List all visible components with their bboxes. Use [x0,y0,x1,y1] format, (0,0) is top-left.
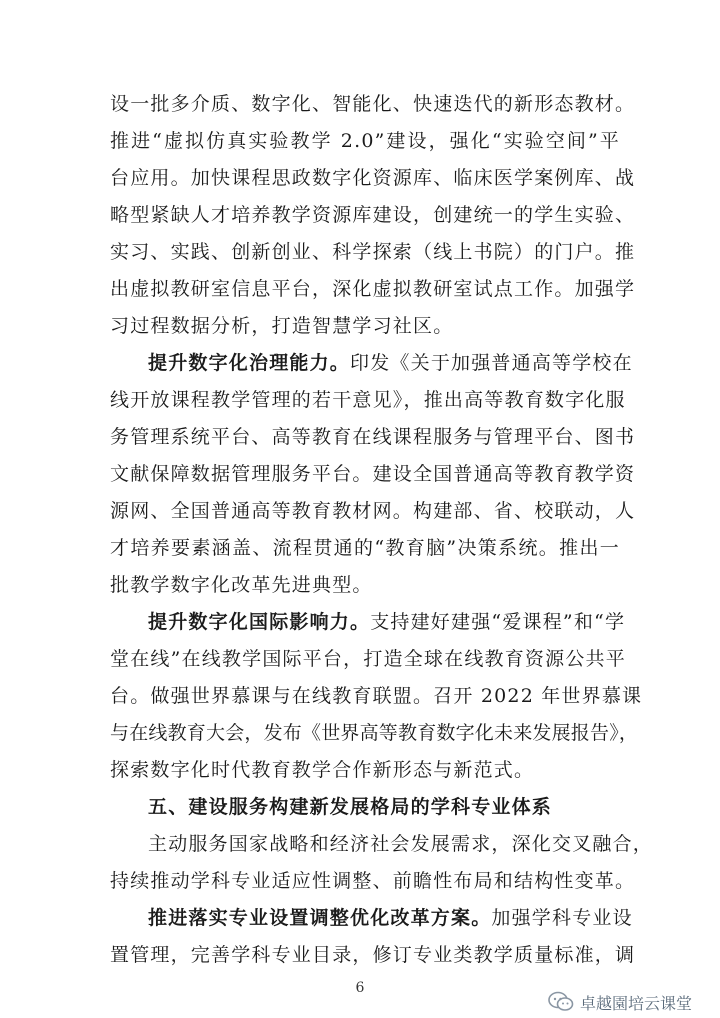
body-line: 务管理系统平台、高等教育在线课程服务与管理平台、图书 [110,426,636,448]
section-heading: 五、建设服务构建新发展格局的学科专业体系 [148,796,553,818]
body-line: 设一批多介质、数字化、智能化、快速迭代的新形态教材。 [110,93,636,115]
body-line: 才培养要素涵盖、流程贯通的“教育脑”决策系统。推出一 [110,537,620,559]
body-line: 持续推动学科专业适应性调整、前瞻性布局和结构性变革。 [110,870,636,892]
body-line: 台。做强世界慕课与在线教育联盟。召开 2022 年世界慕课 [110,685,643,707]
body-line: 习过程数据分析，打造智慧学习社区。 [110,315,454,337]
body-line: 台应用。加快课程思政数字化资源库、临床医学案例库、战 [110,167,636,189]
body-line: 文献保障数据管理服务平台。建设全国普通高等教育教学资 [110,463,636,485]
body-line: 探索数字化时代教育教学合作新形态与新范式。 [110,759,535,781]
watermark [548,990,692,1014]
body-line: 略型紧缺人才培养教学资源库建设，创建统一的学生实验、 [110,204,636,226]
body-line: 出虚拟教研室信息平台，深化虚拟教研室试点工作。加强学 [110,278,636,300]
body-line: 线开放课程教学管理的若干意见》，推出高等教育数字化服 [110,389,626,411]
paragraph-start-line: 提升数字化治理能力。印发《关于加强普通高等学校在 [148,352,633,374]
bold-lead-in: 推进落实专业设置调整优化改革方案。 [148,907,492,929]
paragraph-start-line: 主动服务国家战略和经济社会发展需求，深化交叉融合， [148,833,654,855]
paragraph-start-line: 提升数字化国际影响力。支持建好建强“爱课程”和“学 [148,611,626,633]
watermark-text: 卓越園培云课堂 [580,993,693,1013]
body-line: 批教学数字化改革先进典型。 [110,574,373,596]
wechat-icon [548,991,574,1013]
bold-lead-in: 提升数字化国际影响力。 [148,611,371,633]
bold-lead-in: 提升数字化治理能力。 [148,352,351,374]
body-line: 置管理，完善学科专业目录，修订专业类教学质量标准，调 [110,944,636,966]
body-line: 推进“虚拟仿真实验教学 2.0”建设，强化“实验空间”平 [110,130,620,152]
page-number: 6 [355,980,365,996]
body-line: 源网、全国普通高等教育教材网。构建部、省、校联动，人 [110,500,636,522]
body-line: 实习、实践、创新创业、科学探索（线上书院）的门户。推 [110,241,636,263]
paragraph-start-line: 推进落实专业设置调整优化改革方案。加强学科专业设 [148,907,633,929]
body-line: 堂在线”在线教学国际平台，打造全球在线教育资源公共平 [110,648,626,670]
body-line: 与在线教育大会，发布《世界高等教育数字化未来发展报告》， [110,722,639,744]
